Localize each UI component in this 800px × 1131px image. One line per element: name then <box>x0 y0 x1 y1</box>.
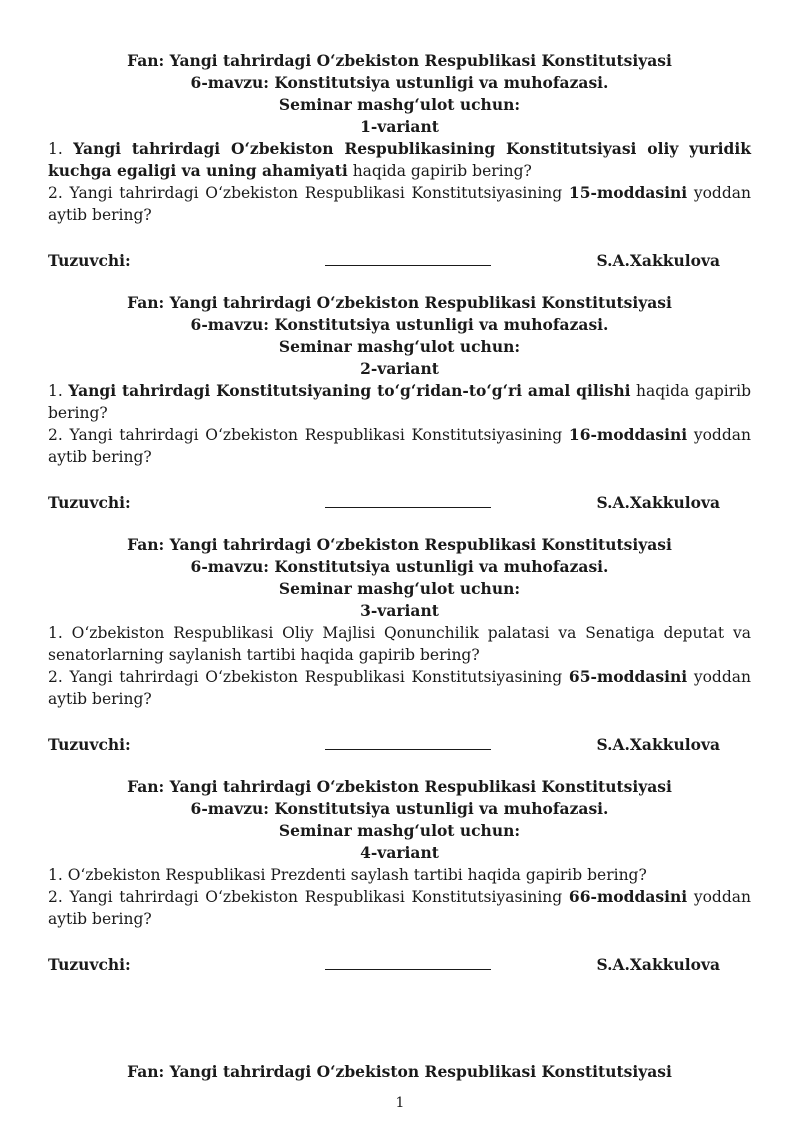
subject-title: Fan: Yangi tahrirdagi O‘zbekiston Respublikasi Konstitutsiyasi <box>127 535 672 554</box>
seminar-label: Seminar mashg‘ulot uchun: <box>278 821 521 840</box>
variant-block-4 <box>48 776 751 974</box>
signature-line <box>325 955 491 970</box>
author-name: S.A.Xakkulova <box>596 251 720 270</box>
question-2: 2. Yangi tahrirdagi O‘zbekiston Respublikasi Konstitutsiyasining 66-moddasini yoddan aytib bering? <box>48 887 751 928</box>
variant-title: 2-variant <box>360 359 439 378</box>
next-subject-title: Fan: Yangi tahrirdagi O‘zbekiston Respublikasi Konstitutsiyasi <box>127 1062 672 1081</box>
document-page <box>48 50 751 996</box>
seminar-label: Seminar mashg‘ulot uchun: <box>278 337 521 356</box>
variant-block-1 <box>48 50 751 270</box>
variant-block-2 <box>48 292 751 512</box>
topic-title: 6-mavzu: Konstitutsiya ustunligi va muhofazasi. <box>190 557 609 576</box>
question-2: 2. Yangi tahrirdagi O‘zbekiston Respublikasi Konstitutsiyasining 65-moddasini yoddan aytib bering? <box>48 667 751 708</box>
seminar-label: Seminar mashg‘ulot uchun: <box>278 579 521 598</box>
signature-line <box>325 251 491 266</box>
signature-line <box>325 493 491 508</box>
variant-title: 3-variant <box>360 601 439 620</box>
author-label: Tuzuvchi: <box>48 955 131 974</box>
signature-row <box>48 251 720 270</box>
variant-title: 4-variant <box>360 843 439 862</box>
topic-title: 6-mavzu: Konstitutsiya ustunligi va muhofazasi. <box>190 799 609 818</box>
variant-block-3 <box>48 534 751 754</box>
topic-title: 6-mavzu: Konstitutsiya ustunligi va muhofazasi. <box>190 315 609 334</box>
seminar-label: Seminar mashg‘ulot uchun: <box>278 95 521 114</box>
author-label: Tuzuvchi: <box>48 735 131 754</box>
author-label: Tuzuvchi: <box>48 251 131 270</box>
page-number: 1 <box>395 1095 405 1111</box>
question-1: 1. O‘zbekiston Respublikasi Prezdenti saylash tartibi haqida gapirib bering? <box>48 866 647 884</box>
author-name: S.A.Xakkulova <box>596 955 720 974</box>
variant-title: 1-variant <box>360 117 439 136</box>
topic-title: 6-mavzu: Konstitutsiya ustunligi va muhofazasi. <box>190 73 609 92</box>
question-1: 1. Yangi tahrirdagi Konstitutsiyaning to‘g‘ridan-to‘g‘ri amal qilishi haqida gapirib bering? <box>48 381 751 422</box>
author-name: S.A.Xakkulova <box>596 493 720 512</box>
question-2: 2. Yangi tahrirdagi O‘zbekiston Respublikasi Konstitutsiyasining 16-moddasini yoddan aytib bering? <box>48 425 751 466</box>
author-name: S.A.Xakkulova <box>596 735 720 754</box>
subject-title: Fan: Yangi tahrirdagi O‘zbekiston Respublikasi Konstitutsiyasi <box>127 51 672 70</box>
question-1: 1. O‘zbekiston Respublikasi Oliy Majlisi Qonunchilik palatasi va Senatiga deputat va senatorlarning saylanish tartibi haqida gapirib bering? <box>48 624 751 664</box>
question-1: 1. Yangi tahrirdagi O‘zbekiston Respublikasining Konstitutsiyasi oliy yuridik kuchga egaligi va uning ahamiyati haqida gapirib bering? <box>48 139 752 180</box>
signature-row <box>48 493 720 512</box>
signature-row <box>48 955 720 974</box>
subject-title: Fan: Yangi tahrirdagi O‘zbekiston Respublikasi Konstitutsiyasi <box>127 777 672 796</box>
signature-row <box>48 735 720 754</box>
question-2: 2. Yangi tahrirdagi O‘zbekiston Respublikasi Konstitutsiyasining 15-moddasini yoddan aytib bering? <box>48 183 751 224</box>
signature-line <box>325 735 491 750</box>
author-label: Tuzuvchi: <box>48 493 131 512</box>
subject-title: Fan: Yangi tahrirdagi O‘zbekiston Respublikasi Konstitutsiyasi <box>127 293 672 312</box>
